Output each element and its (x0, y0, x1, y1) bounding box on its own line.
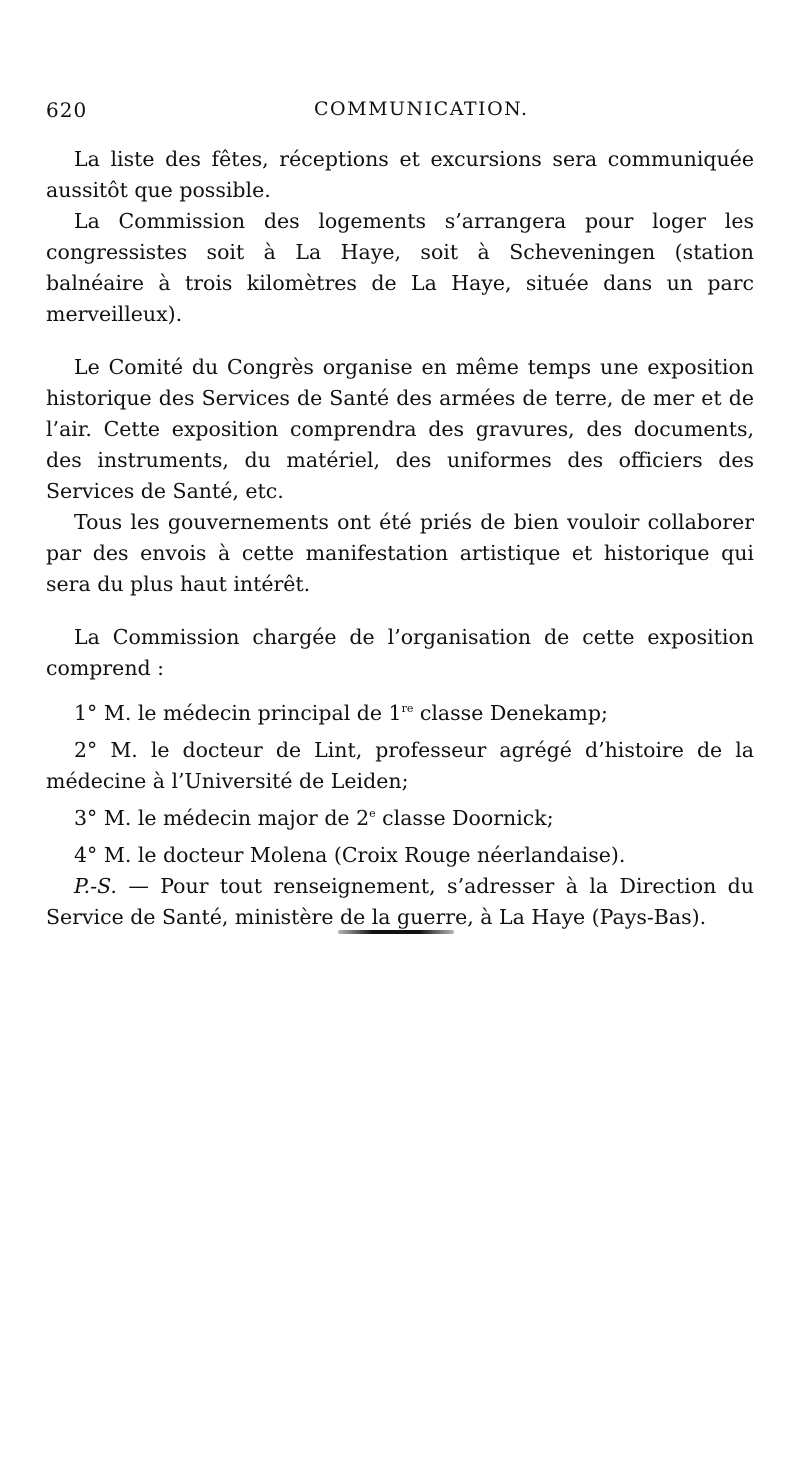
list-text-end: classe Doornick; (375, 806, 554, 830)
paragraph-governments: Tous les gouvernements ont été priés de bien vouloir collaborer par des envois à cette manifestation artistique et historique qui sera du plus haut intérêt. (46, 510, 754, 596)
postscript-label: P.-S. (74, 874, 117, 898)
list-item-1 (46, 698, 754, 729)
list-number: 3° (74, 806, 98, 830)
list-item-2 (46, 735, 754, 797)
list-text-end: classe Denekamp; (413, 701, 608, 725)
body-text (46, 144, 754, 933)
list-number: 2° (74, 738, 98, 762)
list-number: 4° (74, 843, 98, 867)
list-number: 1° (74, 701, 98, 725)
paragraph-exhibition: Le Comité du Congrès organise en même temps une exposition historique des Services de Santé des armées de terre, de mer et de l’air. Cette exposition comprendra des gravures, des documents, des instruments, du matériel, des uniformes des officiers des Services de Santé, etc. (46, 355, 754, 503)
section-end-rule (338, 930, 454, 934)
running-head (46, 98, 746, 128)
postscript (46, 871, 754, 933)
page-number: 620 (46, 98, 88, 122)
list-item-3 (46, 803, 754, 834)
list-superscript: e (369, 807, 376, 821)
list-text: M. le docteur Molena (Croix Rouge néerlandaise). (103, 843, 626, 867)
paragraph-lodging: La Commission des logements s’arrangera pour loger les congressistes soit à La Haye, soit à Scheveningen (station balnéaire à trois kilomètres de La Haye, située dans un parc merveilleux). (46, 209, 754, 326)
list-text: M. le docteur de Lint, professeur agrégé d’histoire de la médecine à l’Université de Leiden; (46, 738, 754, 793)
list-item-4 (46, 840, 754, 871)
paragraph-festivities: La liste des fêtes, réceptions et excursions sera communiquée aussitôt que possible. (46, 147, 754, 202)
paragraph-commission: La Commission chargée de l’organisation de cette exposition comprend : (46, 625, 754, 680)
running-title: COMMUNICATION. (314, 98, 529, 120)
postscript-text: — Pour tout renseignement, s’adresser à la Direction du Service de Santé, ministère de la guerre, à La Haye (Pays-Bas). (46, 874, 754, 929)
list-text: M. le médecin major de 2 (103, 806, 370, 830)
list-text: M. le médecin principal de 1 (103, 701, 402, 725)
list-superscript: re (401, 702, 414, 716)
